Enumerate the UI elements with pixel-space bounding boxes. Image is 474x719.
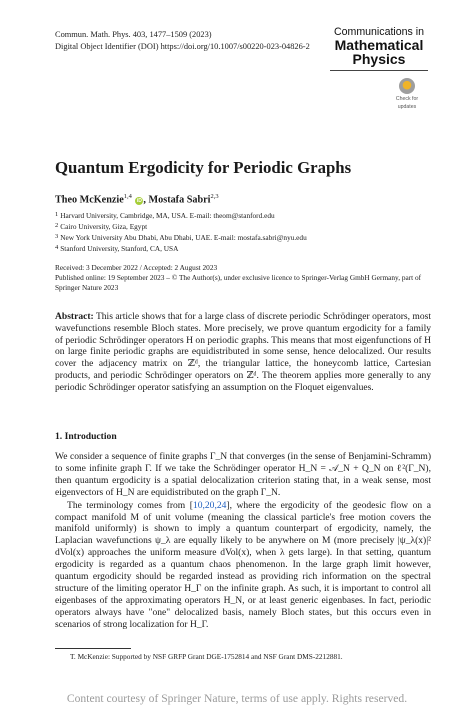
affiliation-number: 1	[55, 211, 59, 218]
journal-logo	[330, 26, 428, 71]
check-updates-line2: updates	[397, 104, 417, 110]
affiliation-text: New York University Abu Dhabi, Abu Dhabi, UAE. E-mail: mostafa.sabri@nyu.edu	[60, 233, 307, 242]
journal-name-line1: Communications in	[333, 26, 425, 38]
affiliation-text: Stanford University, Stanford, CA, USA	[60, 244, 179, 253]
affiliation-text: Harvard University, Cambridge, MA, USA. E-mail: theom@stanford.edu	[60, 211, 275, 220]
doi-line: Digital Object Identifier (DOI) https://doi.org/10.1007/s00220-023-04826-2	[55, 42, 310, 51]
publication-dates	[55, 263, 435, 293]
citation-line: Commun. Math. Phys. 403, 1477–1509 (2023)	[55, 30, 212, 39]
orcid-icon[interactable]: iD	[136, 198, 142, 205]
author-list	[55, 190, 219, 206]
paragraph	[55, 500, 431, 631]
author-separator: ,	[143, 194, 149, 206]
published-line: Published online: 19 September 2023 – © The Author(s), under exclusive licence to Springer-Verlag GmbH Germany, part of Springer Nature 2023	[55, 273, 422, 292]
check-for-updates-badge[interactable]	[391, 78, 423, 110]
paragraph-text: ], where the ergodicity of the geodesic flow on a compact manifold M of unit volume (meaning the classical particle's free motion covers the manifold uniformly) is shown to imply a quantum counterpart of ergodicity, namely, the Laplacian wavefunctions ψ_λ are equally likely to be anywhere on M (more precisely |ψ_λ(x)|² dVol(x) approaches the uniform measure dVol(x), when λ gets large). In that setting, quantum ergodicity is regarded as a quantum chaos phenomenon. In the large graph limit however, quantum ergodicity should be regarded instead as providing rich information on the spectral structure of the limiting operator H_Γ on the infinite graph. As such, it is important to control all eigenbases of the approximating operators H_N, or at least generic eigenbases. In fact, periodic operators always have "one" delocalized basis, namely Bloch states, but this occurs even in scenarios of strong localization for H_Γ.	[55, 499, 431, 630]
affiliation-item	[55, 210, 307, 221]
footnote: T. McKenzie: Supported by NSF GRFP Grant DGE-1752814 and NSF Grant DMS-2212881.	[70, 652, 343, 661]
affiliation-item	[55, 232, 307, 243]
check-updates-icon	[399, 78, 415, 94]
journal-name-line2: Mathematical	[334, 37, 424, 53]
affiliation-number: 4	[55, 244, 59, 251]
affiliation-item	[55, 243, 307, 254]
affiliation-item	[55, 221, 307, 232]
citation-link[interactable]: 10,20,24	[192, 499, 227, 511]
introduction-body	[55, 451, 431, 632]
journal-name-line3: Physics	[352, 51, 406, 67]
paper-title: Quantum Ergodicity for Periodic Graphs	[55, 158, 352, 177]
journal-citation	[55, 29, 310, 53]
footnote-divider	[55, 648, 131, 649]
author-affiliation-marks: 2,3	[210, 193, 219, 200]
paragraph-text: The terminology comes from [	[67, 499, 193, 511]
section-heading: 1. Introduction	[55, 431, 117, 442]
paragraph: We consider a sequence of finite graphs Γ_N that converges (in the sense of Benjamini-Schramm) to some infinite graph Γ. If we take the Schrödinger operator H_N = 𝒜_N + Q_N on ℓ²(Γ_N), then quantum ergodicity is a spatial delocalization criterion stating that, in a weak sense, most eigenvectors of H_N are equidistributed on the graph Γ_N.	[55, 451, 431, 498]
abstract	[55, 311, 431, 394]
author-affiliation-marks: 1,4	[123, 193, 132, 200]
affiliation-number: 2	[55, 222, 59, 229]
affiliation-number: 3	[55, 233, 59, 240]
received-accepted-line: Received: 3 December 2022 / Accepted: 2 August 2023	[55, 263, 218, 272]
author-name: Theo McKenzie	[55, 194, 124, 206]
affiliation-text: Cairo University, Giza, Egypt	[60, 222, 148, 231]
check-updates-line1: Check for	[395, 96, 419, 102]
copyright-notice: Content courtesy of Springer Nature, terms of use apply. Rights reserved.	[66, 692, 408, 705]
abstract-text: This article shows that for a large class of discrete periodic Schrödinger operators, most wavefunctions resemble Bloch states. More precisely, we prove quantum ergodicity for a family of periodic Schrödinger operators H on periodic graphs. This means that most eigenfunctions of H on large finite periodic graphs are equidistributed in some sense, hence delocalized. Our results cover the adjacency matrix on ℤᵈ, the triangular lattice, the honeycomb lattice, Cartesian products, and periodic Schrödinger operators on ℤᵈ. The theorem applies more generally to any periodic Schrödinger operator satisfying an assumption on the Floquet eigenvalues.	[55, 311, 431, 393]
affiliations	[55, 210, 307, 254]
author-name: Mostafa Sabri	[148, 194, 211, 206]
abstract-label: Abstract:	[55, 311, 94, 322]
